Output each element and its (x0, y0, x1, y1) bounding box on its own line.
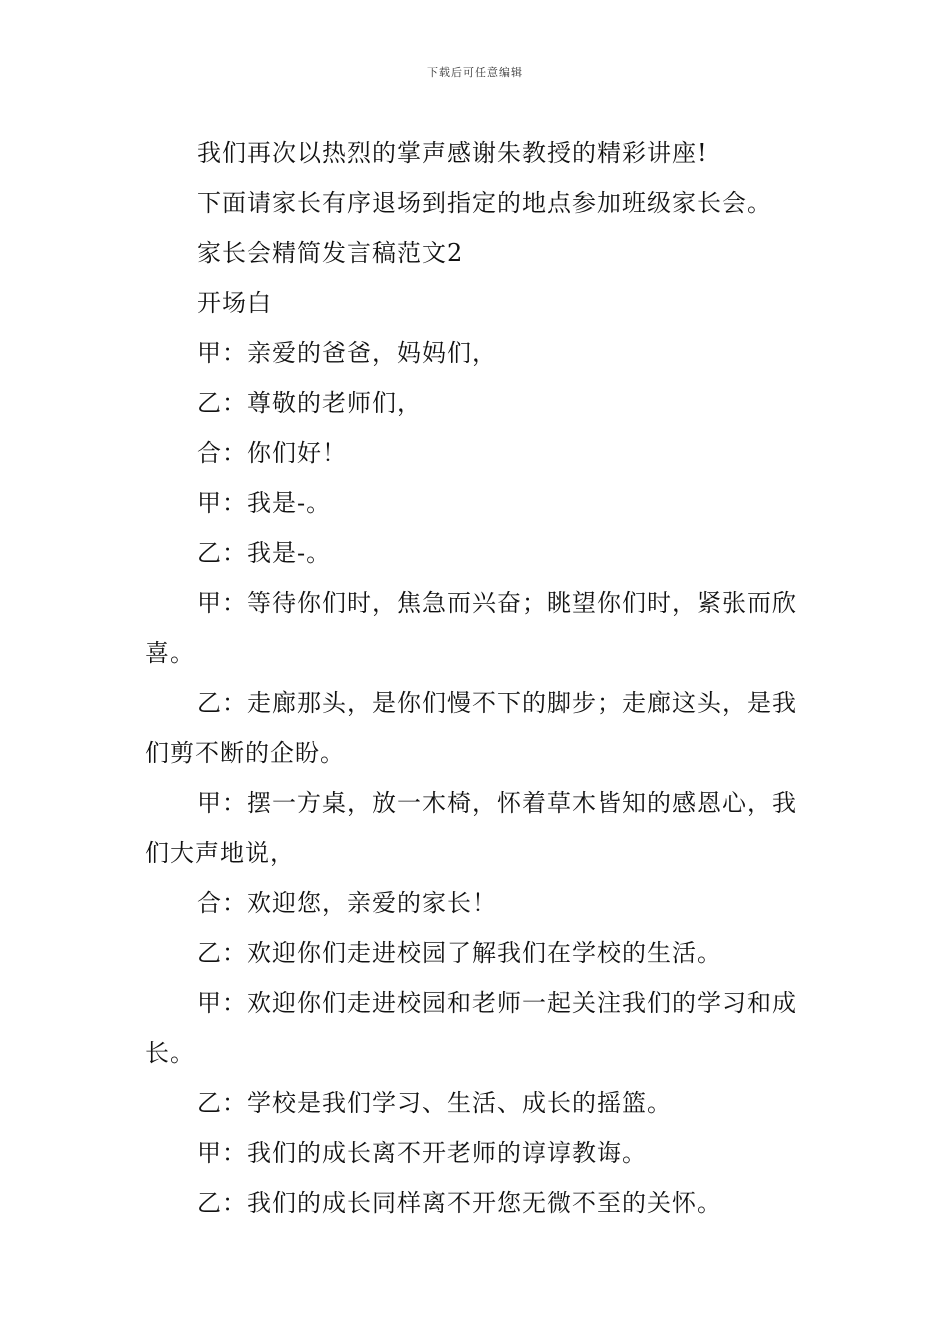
paragraph: 甲：等待你们时，焦急而兴奋；眺望你们时，紧张而欣喜。 (145, 589, 797, 667)
paragraph: 甲：摆一方桌，放一木椅，怀着草木皆知的感恩心，我们大声地说， (145, 789, 797, 867)
section-title: 家长会精简发言稿范文2 (197, 239, 464, 267)
paragraph: 甲：欢迎你们走进校园和老师一起关注我们的学习和成长。 (145, 989, 797, 1067)
paragraph: 甲：亲爱的爸爸，妈妈们， (197, 339, 497, 367)
paragraph: 甲：我们的成长离不开老师的谆谆教诲。 (197, 1139, 647, 1167)
paragraph: 乙：我是-。 (197, 539, 332, 567)
paragraph: 合：欢迎您，亲爱的家长！ (197, 889, 497, 917)
paragraph: 乙：走廊那头，是你们慢不下的脚步；走廊这头，是我们剪不断的企盼。 (145, 689, 797, 767)
paragraph: 甲：我是-。 (197, 489, 332, 517)
paragraph: 合：你们好！ (197, 439, 347, 467)
paragraph: 乙：尊敬的老师们， (197, 389, 422, 417)
page-header-note: 下载后可任意编辑 (427, 66, 523, 79)
paragraph: 乙：我们的成长同样离不开您无微不至的关怀。 (197, 1189, 722, 1217)
document-body (145, 128, 809, 1228)
paragraph: 我们再次以热烈的掌声感谢朱教授的精彩讲座! (197, 139, 708, 167)
subsection-title: 开场白 (197, 289, 272, 317)
paragraph: 乙：学校是我们学习、生活、成长的摇篮。 (197, 1089, 672, 1117)
paragraph: 乙：欢迎你们走进校园了解我们在学校的生活。 (197, 939, 722, 967)
paragraph: 下面请家长有序退场到指定的地点参加班级家长会。 (197, 189, 772, 217)
